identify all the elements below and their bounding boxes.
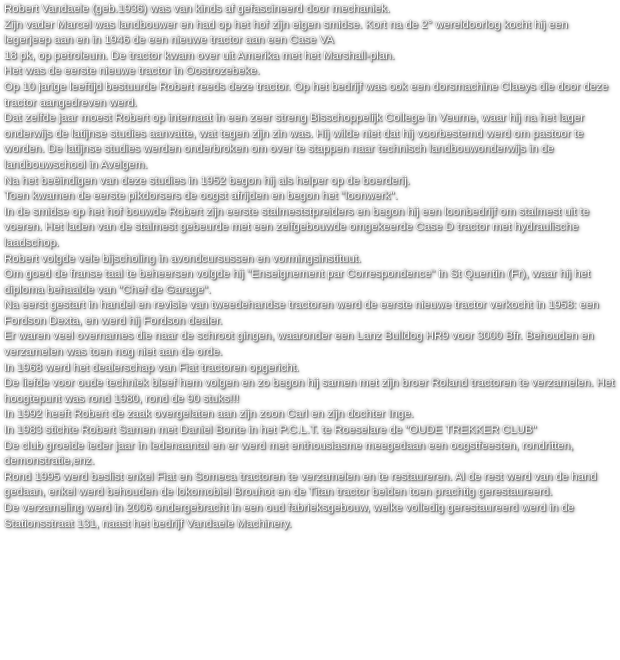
paragraph-boarding-school: Dat zelfde jaar moest Robert op internaat in een zeer streng Bisschoppelijk College in Veurne, waar hij na het lager onderwijs de latijnse studies aanvatte, wat tegen zijn zin was. Hij wilde niet dat hij voorbestemd werd om pastoor te worden. De latijnse studies werden onderbroken om over te stappen naar technisch landbouwonderwijs in de landbouwschool in Avelgem.: [4, 112, 584, 171]
paragraph-handover: In 1992 heeft Robert de zaak overgelaten aan zijn zoon Carl en zijn dochter Inge.: [4, 408, 414, 421]
paragraph-smidse: In de smidse op het hof bouwde Robert zijn eerste stalmeststpreiders en begon hij een loonbedrijf om stalmest uit te voeren. Het laden van de stalmest gebeurde met een zelfgebouwde omgekeerde Case D tractor met hydraulische laadschop.: [4, 205, 590, 249]
paragraph-collecting: De liefde voor oude techniek bleef hem volgen en zo begon hij samen met zijn broer Roland tractoren te verzamelen. Het hoogtepunt was rond 1980, rond de 90 stuks!!!: [4, 377, 615, 405]
paragraph-scrap: Er waren veel overnames die naar de schroot gingen, waaronder een Lanz Bulldog HR9 voor 3000 Bfr. Behouden en verzamelen was toen nog niet aan de orde.: [4, 330, 594, 359]
paragraph-father-tractor: Zijn vader Marcel was landbouwer en had op het hof zijn eigen smidse. Kort na de 2° wereldoorlog kocht hij een legerjeep aan en in 1946 de een nieuwe tractor aan een Case VA: [4, 18, 568, 47]
paragraph-age-ten: Op 10 jarige leeftijd bestuurde Robert reeds deze tractor. Op het bedrijf was ook een dorsmachine Claeys die door deze tractor aangedreven werd.: [4, 80, 609, 109]
paragraph-french: Om goed de franse taal te beheersen volgde hij "Enseignement par Correspondence" in St Quentin (Fr), waar hij het diploma behaalde van "Chef de Garage".: [4, 268, 591, 296]
paragraph-evening-courses: Robert volgde vele bijscholing in avondcursussen en vormingsinstituut.: [4, 252, 362, 265]
paragraph-first-tractor: Het was de eerste nieuwe tractor in Oostrozebeke.: [4, 65, 260, 78]
paragraph-club-founded: In 1983 stichte Robert Samen met Daniel Bonte in het P.C.L.T. te Roeselare de "OUDE TREKKER CLUB": [4, 424, 537, 437]
paragraph-intro: Robert Vandaele (geb.1936) was van kinds af gefascineerd door mechaniek.: [4, 3, 391, 15]
paragraph-helper-farm: Na het beëindigen van deze studies in 1952 begon hij als helper op de boerderij.: [4, 174, 410, 187]
paragraph-fordson: Na eerst gestart in handel en revisie van tweedehandse tractoren werd de eerste nieuwe tractor verkocht in 1958: een Fordson Dexta, en werd hij Fordson dealer.: [4, 299, 599, 327]
paragraph-club-growth: De club groeide ieder jaar in ledenaantal en er werd met enthousiasme meegedaan een oogstfeesten, rondritten, demonstratie,enz.: [4, 439, 574, 468]
paragraph-petroleum: 18 pk, op petroleum. De tractor kwam over uit Amerika met het Marshall-plan.: [4, 49, 395, 62]
paragraph-museum: De verzameling werd in 2006 ondergebracht in een oud fabrieksgebouw, welke volledig gerestaureerd werd in de Stationsstraat 131, naast het bedrijf Vandaele Machinery.: [4, 502, 574, 530]
paragraph-pikdorsers: Toen kwamen de eerste pikdorsers de oogst afrijden en begon het "loonwerk".: [4, 190, 398, 203]
paragraph-restoration: Rond 1995 werd beslist enkel Fiat en Someca tractoren te verzamelen en te restaureren. Al de rest werd van de hand gedaan, enkel werd behouden de lokomobiel Brouhot en de Titan tractor beiden toen prachtig gerestaureerd.: [4, 470, 597, 499]
paragraph-fiat-dealer: In 1968 werd het dealerschap van Fiat tractoren opgericht.: [4, 361, 300, 374]
biography-text: [4, 2, 616, 532]
